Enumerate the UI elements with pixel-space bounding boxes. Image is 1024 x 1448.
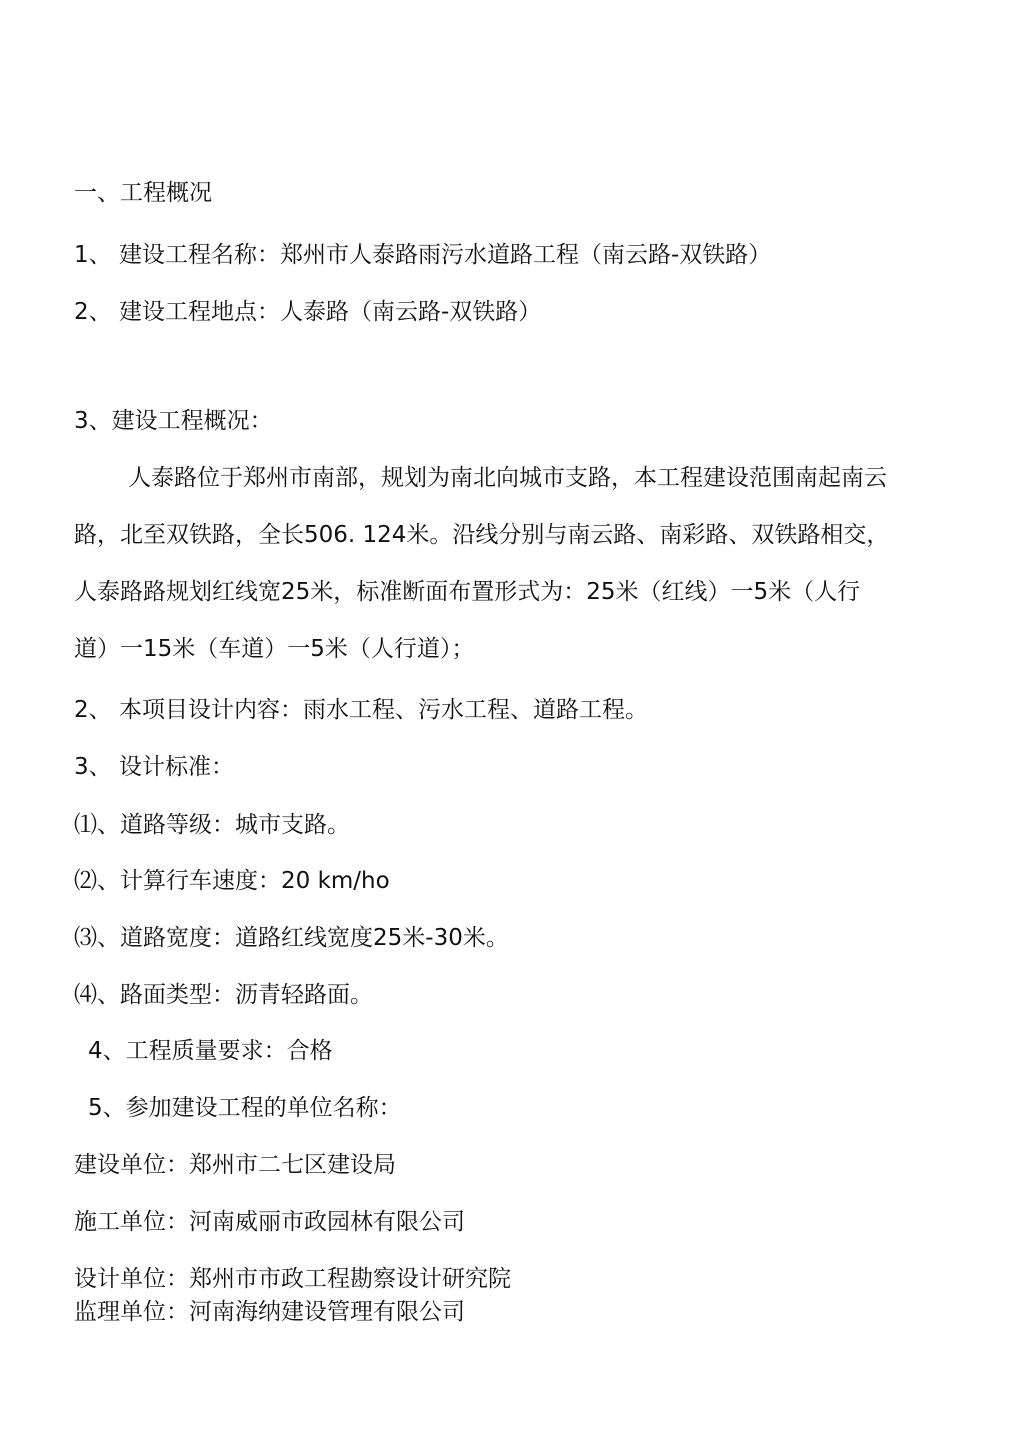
design-unit: 设计单位：郑州市市政工程勘察设计研究院 (74, 1266, 511, 1292)
project-overview-item: 3、建设工程概况： (74, 408, 273, 434)
project-name-item: 1、 建设工程名称：郑州市人泰路雨污水道路工程（南云路-双铁路） (74, 242, 772, 268)
standard-road-width: ⑶、道路宽度：道路红线宽度25米-30米。 (74, 925, 509, 951)
participating-units-item: 5、参加建设工程的单位名称： (88, 1095, 402, 1121)
project-location-item: 2、 建设工程地点：人泰路（南云路-双铁路） (74, 299, 542, 325)
standard-pavement-type: ⑷、路面类型：沥青轻路面。 (74, 982, 373, 1008)
contractor-unit: 施工单位：河南威丽市政园林有限公司 (74, 1209, 465, 1235)
design-content-item: 2、 本项目设计内容：雨水工程、污水工程、道路工程。 (74, 697, 648, 723)
standard-road-grade: ⑴、道路等级：城市支路。 (74, 812, 350, 838)
overview-paragraph-line-1: 人泰路位于郑州市南部，规划为南北向城市支路，本工程建设范围南起南云 (128, 465, 887, 491)
quality-requirement-item: 4、工程质量要求：合格 (88, 1038, 333, 1064)
overview-paragraph-line-2: 路，北至双铁路，全长506. 124米。沿线分别与南云路、南彩路、双铁路相交， (74, 522, 890, 548)
overview-paragraph-line-3: 人泰路路规划红线宽25米，标准断面布置形式为：25米（红线）一5米（人行 (74, 579, 861, 605)
supervision-unit: 监理单位：河南海纳建设管理有限公司 (74, 1299, 465, 1325)
construction-owner-unit: 建设单位：郑州市二七区建设局 (74, 1152, 396, 1178)
section-heading: 一、工程概况 (74, 180, 212, 206)
design-standard-item: 3、 设计标准： (74, 754, 234, 780)
standard-design-speed: ⑵、计算行车速度：20 km/ho (74, 868, 390, 894)
overview-paragraph-line-4: 道）一15米（车道）一5米（人行道）； (74, 636, 475, 662)
